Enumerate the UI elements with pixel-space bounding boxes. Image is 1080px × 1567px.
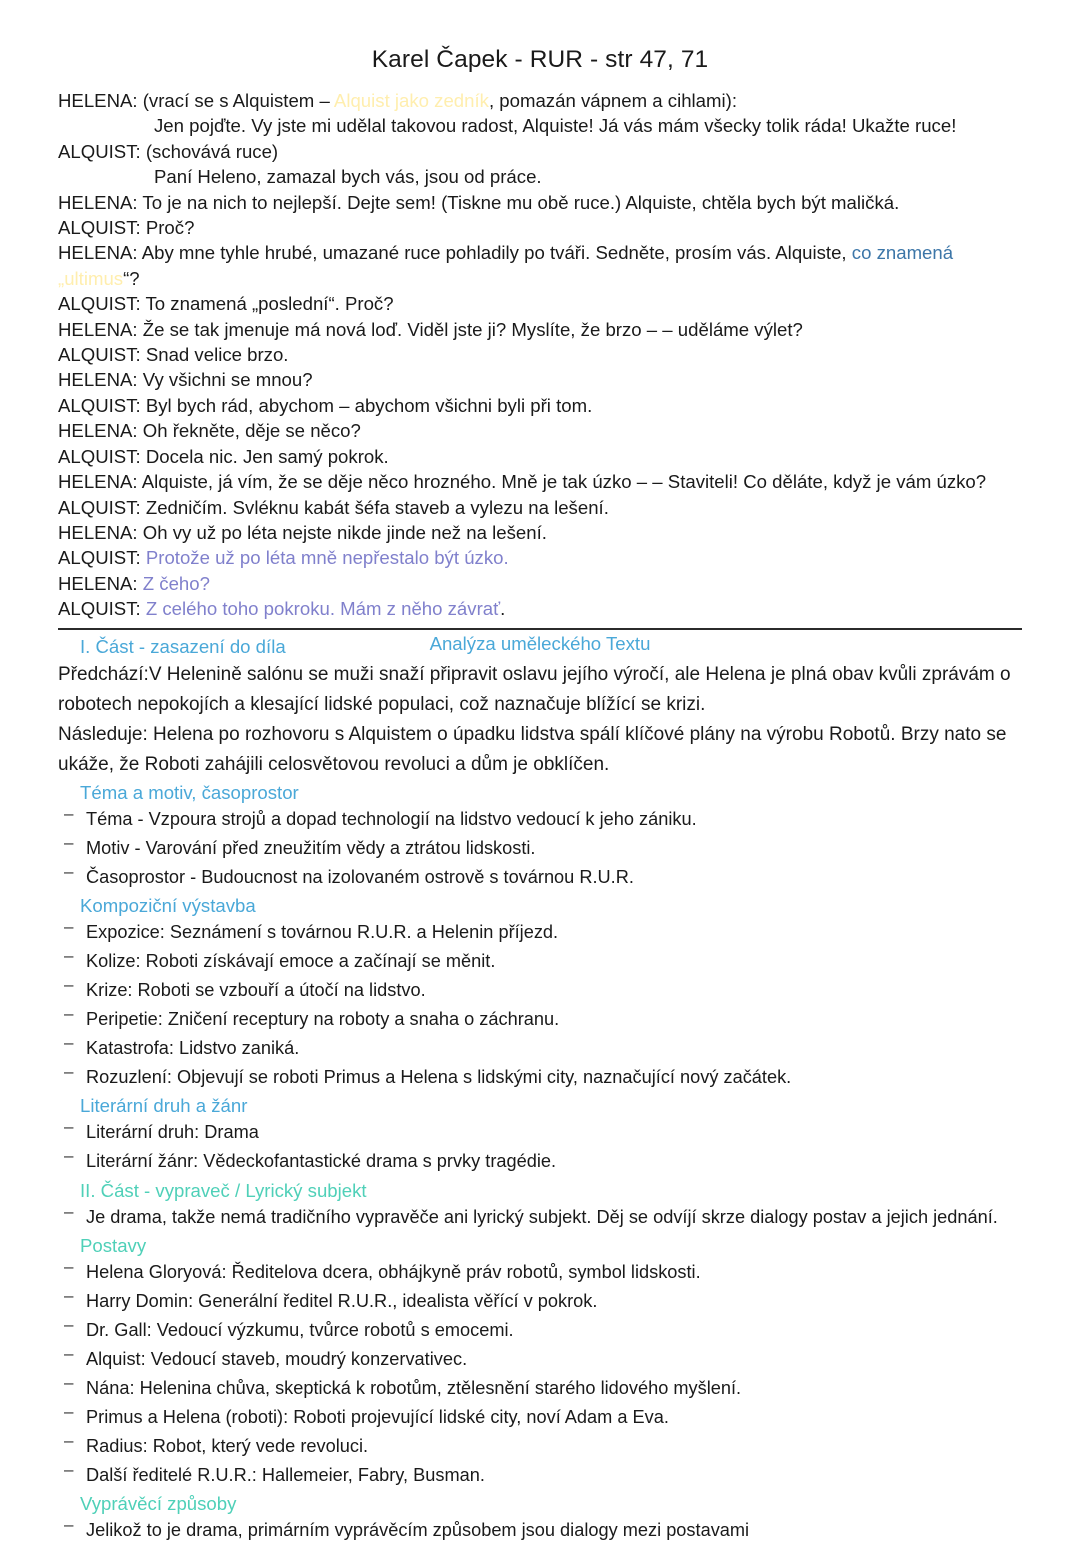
dialogue-text-run: Zedničím. Svléknu kabát šéfa staveb a vylezu na lešení.	[140, 496, 609, 518]
dialogue-speaker: ALQUIST:	[58, 217, 141, 239]
dialogue-text-run: Byl bych rád, abychom – abychom všichni byli při tom.	[140, 394, 593, 416]
dialogue-speaker: ALQUIST:	[58, 496, 141, 518]
dialogue-speaker: HELENA:	[58, 191, 138, 213]
dialogue-line	[58, 88, 1022, 113]
list-item: – Alquist: Vedoucí staveb, moudrý konzervativec.	[58, 1346, 1022, 1373]
dialogue-speaker: HELENA:	[58, 572, 138, 594]
dialogue-speaker: ALQUIST:	[58, 394, 141, 416]
section-bullet-list	[58, 919, 1022, 1091]
list-item: – Krize: Roboti se vzbouří a útočí na lidstvo.	[58, 977, 1022, 1004]
dialogue-text-run: Že se tak jmenuje má nová loď. Viděl jste ji? Myslíte, že brzo – – uděláme výlet?	[137, 318, 803, 340]
dialogue-text-run: To znamená „poslední“. Proč?	[140, 293, 394, 315]
dialogue-text-run: Z celého toho pokroku. Mám z něho závrať	[145, 598, 501, 620]
list-item: – Kolize: Roboti získávají emoce a začínají se měnit.	[58, 948, 1022, 975]
list-item: – Časoprostor - Budoucnost na izolovaném ostrově s továrnou R.U.R.	[58, 864, 1022, 891]
dialogue-line	[58, 596, 1022, 621]
list-item: – Další ředitelé R.U.R.: Hallemeier, Fabry, Busman.	[58, 1462, 1022, 1489]
analysis-intro	[58, 660, 1022, 780]
list-item: – Expozice: Seznámení s továrnou R.U.R. a Helenin příjezd.	[58, 919, 1022, 946]
list-item: – Je drama, takže nemá tradičního vypravěče ani lyrický subjekt. Děj se odvíjí skrze dialogy postav a jejich jednání.	[58, 1204, 1022, 1231]
list-item: – Literární druh: Drama	[58, 1119, 1022, 1146]
dialogue-line	[58, 418, 1022, 443]
page-title: Karel Čapek - RUR - str 47, 71	[371, 46, 709, 73]
dialogue-text-run: .	[500, 598, 506, 620]
dialogue-text-run: Protože už po léta mně nepřestalo být úzko.	[145, 547, 509, 569]
list-item: – Literární žánr: Vědeckofantastické drama s prvky tragédie.	[58, 1148, 1022, 1175]
dialogue-line	[58, 139, 1022, 164]
dialogue-speaker: HELENA:	[58, 318, 138, 340]
dialogue-text-run: Alquiste, já vím, že se děje něco hrozného. Mně je tak úzko – – Staviteli! Co děláte, když je vám úzko?	[137, 471, 987, 493]
dialogue-speaker: ALQUIST:	[58, 445, 141, 467]
dialogue-text-run: Snad velice brzo.	[140, 344, 289, 366]
dialogue-text-run: Jen pojďte. Vy jste mi udělal takovou radost, Alquiste! Já vás mám všecky tolik ráda! Ukažte ruce!	[154, 115, 957, 137]
dialogue-text-run: Docela nic. Jen samý pokrok.	[140, 445, 389, 467]
analysis-intro-paragraph: Následuje: Helena po rozhovoru s Alquistem o úpadku lidstva spálí klíčové plány na výrobu Robotů. Brzy nato se ukáže, že Roboti zahájili celosvětovou revoluci a dům je obklíčen.	[58, 723, 1007, 775]
dialogue-text-run: Aby mne tyhle hrubé, umazané ruce pohladily po tváři. Sedněte, prosím vás. Alquiste,	[137, 242, 852, 264]
list-item: – Radius: Robot, který vede revoluci.	[58, 1433, 1022, 1460]
list-item: – Rozuzlení: Objevují se roboti Primus a Helena s lidskými city, naznačující nový začátek.	[58, 1064, 1022, 1091]
dialogue-text-run: Paní Heleno, zamazal bych vás, jsou od práce.	[154, 166, 542, 188]
dialogue-line	[58, 545, 1022, 570]
dialogue-text-run: Alquist jako zedník	[333, 90, 489, 111]
dialogue-text-run: “?	[123, 267, 140, 289]
analysis-sections	[58, 780, 1022, 1544]
dialogue-line	[58, 240, 1022, 291]
dialogue-text-run: Proč?	[140, 217, 195, 239]
dialogue-speaker: HELENA:	[58, 471, 138, 493]
list-item: – Harry Domin: Generální ředitel R.U.R., idealista věřící v pokrok.	[58, 1288, 1022, 1315]
dialogue-speaker: HELENA:	[58, 521, 138, 543]
dialogue-text-run: (schovává ruce)	[140, 140, 279, 162]
analysis-header-row	[58, 632, 1022, 660]
dialogue-speaker: ALQUIST:	[58, 547, 141, 569]
dialogue-speaker: HELENA:	[58, 90, 138, 111]
dialogue-text-run: (vrací se s Alquistem –	[137, 90, 334, 111]
dialogue-block	[58, 88, 1022, 622]
list-item: – Helena Gloryová: Ředitelova dcera, obhájkyně práv robotů, symbol lidskosti.	[58, 1259, 1022, 1286]
list-item: – Dr. Gall: Vedoucí výzkumu, tvůrce robotů s emocemi.	[58, 1317, 1022, 1344]
section-bullet-list	[58, 1119, 1022, 1175]
list-item: – Motiv - Varování před zneužitím vědy a ztrátou lidskosti.	[58, 835, 1022, 862]
section-bullet-list	[58, 1204, 1022, 1231]
dialogue-line	[58, 520, 1022, 545]
dialogue-line	[58, 215, 1022, 240]
list-item: – Katastrofa: Lidstvo zaniká.	[58, 1035, 1022, 1062]
section-divider	[58, 628, 1022, 630]
dialogue-text-run: Oh vy už po léta nejste nikde jinde než na lešení.	[137, 521, 547, 543]
dialogue-line	[58, 367, 1022, 392]
dialogue-line	[58, 469, 1022, 494]
analysis-intro-paragraph: Předchází:V Helenině salónu se muži snaží připravit oslavu jejího výročí, ale Helena je plná obav kvůli zprávám o robotech nepokojích a klesající lidské populaci, což naznačuje blížící se krizi.	[58, 663, 1011, 715]
dialogue-line	[58, 190, 1022, 215]
dialogue-speaker: ALQUIST:	[58, 140, 141, 162]
dialogue-speaker: ALQUIST:	[58, 598, 141, 620]
section-heading: II. Část - vypraveč / Lyrický subjekt	[80, 1179, 367, 1201]
dialogue-line	[58, 113, 1022, 138]
list-item: – Nána: Helenina chůva, skeptická k robotům, ztělesnění starého lidového myšlení.	[58, 1375, 1022, 1402]
dialogue-speaker: HELENA:	[58, 369, 138, 391]
dialogue-speaker: HELENA:	[58, 242, 138, 264]
dialogue-line	[58, 393, 1022, 418]
dialogue-line	[58, 571, 1022, 596]
dialogue-text-run: To je na nich to nejlepší. Dejte sem! (Tiskne mu obě ruce.) Alquiste, chtěla bych být maličká.	[137, 191, 900, 213]
dialogue-line	[58, 291, 1022, 316]
dialogue-line	[58, 444, 1022, 469]
section-heading-part-one: I. Část - zasazení do díla	[80, 635, 286, 657]
part-one-heading-row	[58, 634, 1022, 660]
dialogue-text-run: , pomazán vápnem a cihlami):	[488, 90, 737, 111]
list-item: – Primus a Helena (roboti): Roboti projevující lidské city, noví Adam a Eva.	[58, 1404, 1022, 1431]
dialogue-speaker: ALQUIST:	[58, 293, 141, 315]
dialogue-text-run: Oh řekněte, děje se něco?	[137, 420, 361, 442]
dialogue-speaker: HELENA:	[58, 420, 138, 442]
section-bullet-list	[58, 1259, 1022, 1489]
analysis-title: Analýza uměleckého Textu	[429, 632, 651, 654]
list-item: – Peripetie: Zničení receptury na roboty a snaha o záchranu.	[58, 1006, 1022, 1033]
dialogue-line	[58, 342, 1022, 367]
dialogue-line	[58, 495, 1022, 520]
section-heading: Kompoziční výstavba	[80, 894, 256, 916]
section-heading: Vyprávěcí způsoby	[80, 1493, 237, 1515]
section-bullet-list	[58, 1517, 1022, 1544]
dialogue-line	[58, 317, 1022, 342]
list-item: – Téma - Vzpoura strojů a dopad technologií na lidstvo vedoucí k jeho zániku.	[58, 806, 1022, 833]
section-heading: Literární druh a žánr	[80, 1095, 248, 1117]
dialogue-text-run: Z čeho?	[142, 572, 210, 594]
dialogue-text-run: Vy všichni se mnou?	[137, 369, 313, 391]
dialogue-text-run: „ultimus	[58, 267, 124, 289]
section-heading: Postavy	[80, 1234, 147, 1256]
section-heading: Téma a motiv, časoprostor	[80, 781, 299, 803]
list-item: – Jelikož to je drama, primárním vyprávěcím způsobem jsou dialogy mezi postavami	[58, 1517, 1022, 1544]
dialogue-text-run: co znamená	[851, 242, 954, 264]
section-bullet-list	[58, 806, 1022, 891]
dialogue-speaker: ALQUIST:	[58, 344, 141, 366]
dialogue-line	[58, 164, 1022, 189]
